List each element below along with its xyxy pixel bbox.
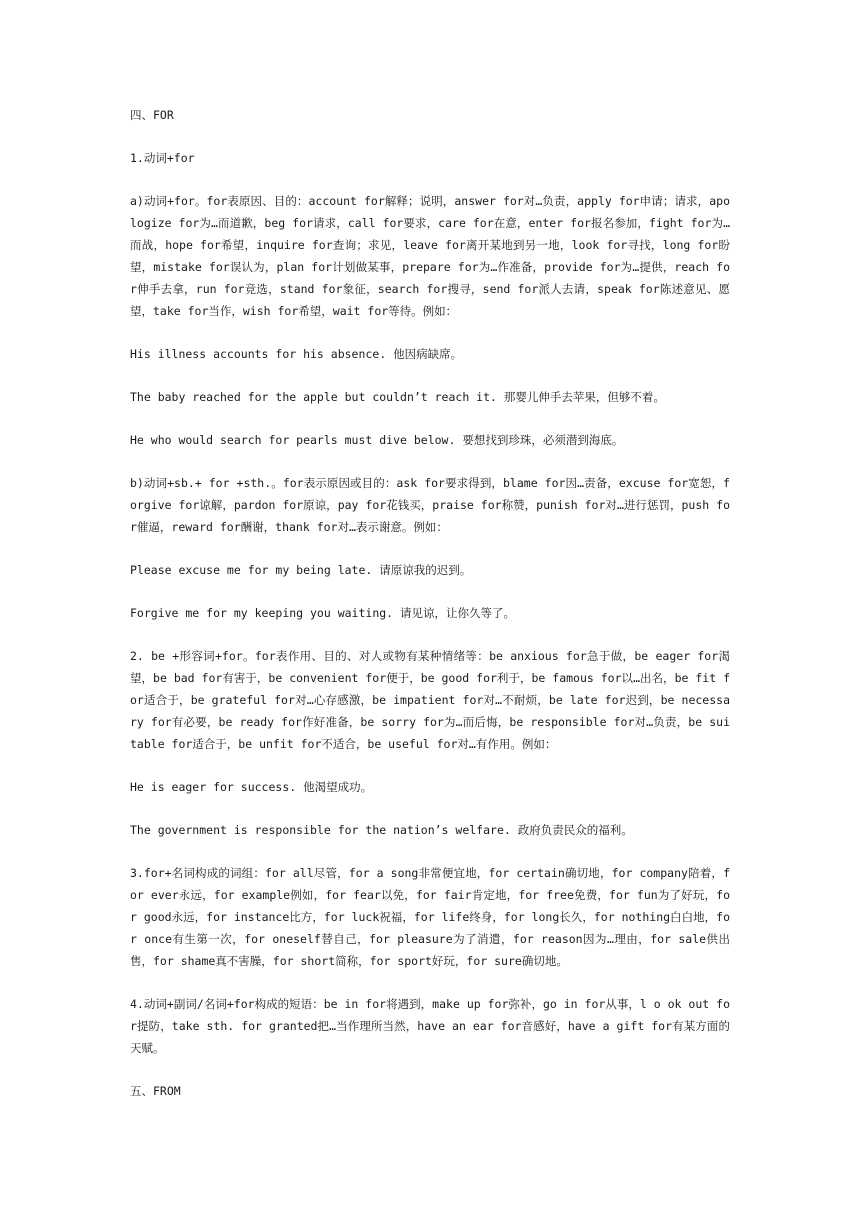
example-illness: His illness accounts for his absence. 他因病缺席。	[130, 347, 463, 361]
example-government: The government is responsible for the nation’s welfare. 政府负责民众的福利。	[130, 823, 633, 837]
section-title-from: 五、FROM	[130, 1084, 181, 1098]
example-excuse: Please excuse me for my being late. 请原谅我的迟到。	[130, 563, 472, 577]
example-pearls: He who would search for pearls must dive below. 要想找到珍珠，必须潜到海底。	[130, 433, 624, 447]
example-forgive: Forgive me for my keeping you waiting. 请见谅，让你久等了。	[130, 606, 516, 620]
paragraph-for-noun: 3.for+名词构成的词组：for all尽管，for a song非常便宜地，for certain确切地，for company陪着，for ever永远，for example例如，for fear以免，for fair肯定地，for free免费，for fun为了好玩，for good永远，for instance比方，for luck祝福，for life终身，for long长久，for nothing白白地，for once有生第一次，for oneself替自己，for pleasure为了消遣，for reason因为…理由，for sale供出售，for shame真不害臊，for short简称，for sport好玩，for sure确切地。	[130, 866, 730, 968]
paragraph-a-verb-for: a)动词+for。for表原因、目的：account for解释；说明，answer for对…负责，apply for申请；请求，apologize for为…而道歉，beg for请求，call for要求，care for在意，enter for报名参加，fight for为…而战，hope for希望，inquire for查询；求见，leave for离开某地到另一地，look for寻找，long for盼望，mistake for误认为，plan for计划做某事，prepare for为…作准备，provide for为…提供，reach for伸手去拿，run for竞选，stand for象征，search for搜寻，send for派人去请，speak for陈述意见、愿望，take for当作，wish for希望，wait for等待。例如：	[130, 194, 730, 318]
example-baby: The baby reached for the apple but couldn’t reach it. 那婴儿伸手去苹果，但够不着。	[130, 390, 665, 404]
paragraph-be-adj-for: 2. be +形容词+for。for表作用、目的、对人或物有某种情绪等：be anxious for急于做，be eager for渴望，be bad for有害于，be convenient for便于，be good for利于，be famous for以…出名，be fit for适合于，be grateful for对…心存感激，be impatient for对…不耐烦，be late for迟到，be necessary for有必要，be ready for作好准备，be sorry for为…而后悔，be responsible for对…负责，be suitable for适合于，be unfit for不适合，be useful for对…有作用。例如：	[130, 649, 730, 751]
paragraph-b-verb-sb-for: b)动词+sb.+ for +sth.。for表示原因或目的：ask for要求得到，blame for因…责备，excuse for宽恕，forgive for谅解，pardon for原谅，pay for花钱买，praise for称赞，punish for对…进行惩罚，push for催逼，reward for酬谢，thank for对…表示谢意。例如：	[130, 476, 730, 534]
paragraph-verb-adv-for: 4.动词+副词/名词+for构成的短语：be in for将遇到，make up for弥补，go in for从事，l o ok out for提防，take sth. for granted把…当作理所当然，have an ear for音感好，have a gift for有某方面的天赋。	[130, 997, 730, 1055]
example-eager: He is eager for success. 他渴望成功。	[130, 780, 373, 794]
document-page	[130, 104, 730, 1123]
sub-title-verb-for: 1.动词+for	[130, 151, 195, 165]
section-title-for: 四、FOR	[130, 108, 174, 122]
